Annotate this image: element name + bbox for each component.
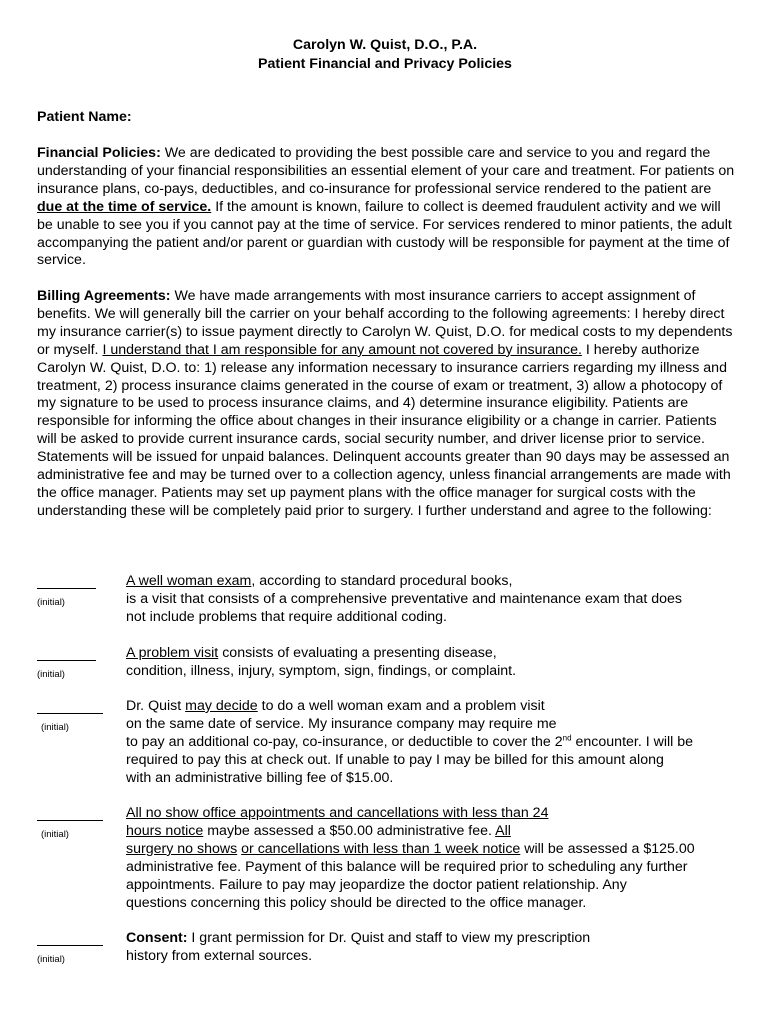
hours-notice-term: hours notice [126,822,204,839]
same-date-line-3b: encounter. I will be [571,733,694,750]
initial-line-problem-visit[interactable] [37,660,96,661]
problem-visit-line-2: condition, illness, injury, symptom, sign, findings, or complaint. [126,662,517,679]
billing-agreements-text: We have made arrangements with most insurance carriers to accept assignment of benefits. We will generally bill the carrier on your behalf according to the following agreements: I hereby direct my insurance carrier(s) to issue payment directly to Carolyn W. Quist, D.O. for medical costs to my dependents or myself. [37,288,733,358]
consent-label: Consent: [126,930,188,946]
may-decide-term: may decide [185,698,258,714]
same-date-line-2: on the same date of service. My insurance company may require me [126,715,557,732]
same-date-line-3: to pay an additional co-pay, co-insurance, or deductible to cover the 2 [126,733,563,750]
same-date-service-item [126,698,736,788]
problem-visit-item [126,645,736,681]
same-date-line-4: required to pay this at check out. If unable to pay I may be billed for this amount along [126,751,664,768]
initial-line-same-date[interactable] [37,713,103,714]
initial-label: (initial) [37,954,65,965]
all-term: All [495,822,511,839]
surgery-no-shows-term: surgery no shows [126,840,238,857]
financial-policies-section [37,145,737,270]
financial-policies-text-2: If the amount is known, failure to collect is deemed fraudulent activity and we will be unable to see you if you cannot pay at the time of service. For services rendered to minor patients, the adult accompanying the patient and/or parent or guardian with custody will be responsible for payment at the time of service. [37,198,732,269]
problem-visit-term: A problem visit [126,645,219,661]
document-title: Patient Financial and Privacy Policies [258,56,512,72]
no-show-line-6: questions concerning this policy should be directed to the office manager. [126,894,587,911]
billing-agreements-section [37,288,737,521]
well-woman-line-3: not include problems that require additional coding. [126,608,447,625]
financial-policies-text: We are dedicated to providing the best possible care and service to you and regard the understanding of your financial responsibilities an essential element of your care and treatment. For patients on insurance plans, co-pays, deductibles, and co-insurance for professional service rendered to the patient are [37,145,735,197]
same-date-line-5: with an administrative billing fee of $15.00. [126,769,394,786]
initial-label: (initial) [41,829,69,840]
well-woman-line-2: is a visit that consists of a comprehensive preventative and maintenance exam that does [126,590,682,607]
initial-label: (initial) [37,597,65,608]
practice-name: Carolyn W. Quist, D.O., P.A. [292,37,478,53]
initial-line-well-woman[interactable] [37,588,96,589]
no-show-fee-text: maybe assessed a $50.00 administrative fee. [203,822,496,839]
well-woman-exam-item [126,573,736,627]
patient-name-row [37,109,737,127]
ordinal-suffix: nd [562,733,572,743]
due-at-time-of-service: due at the time of service. [37,198,212,215]
well-woman-text: , according to standard procedural books, [251,573,513,589]
no-show-policy-item [126,805,736,912]
no-show-line-5: appointments. Failure to pay may jeopardize the doctor patient relationship. Any [126,876,627,893]
financial-policies-label: Financial Policies: [37,145,161,161]
consent-line-2: history from external sources. [126,947,313,964]
same-date-text: Dr. Quist [126,698,186,714]
well-woman-exam-term: A well woman exam [126,573,252,589]
same-date-text-2: to do a well woman exam and a problem visit [257,698,545,714]
problem-visit-text: consists of evaluating a presenting disease, [218,645,497,661]
initial-line-no-show[interactable] [37,820,103,821]
initial-label: (initial) [37,669,65,680]
initial-line-consent[interactable] [37,945,103,946]
consent-text: I grant permission for Dr. Quist and staff to view my prescription [187,930,591,946]
no-show-line-4: administrative fee. Payment of this balance will be required prior to scheduling any further [126,858,688,875]
patient-name-label: Patient Name: [37,109,132,125]
cancellation-notice-term: or cancellations with less than 1 week notice [241,840,521,857]
no-show-line-1: All no show office appointments and cancellations with less than 24 [126,805,549,821]
responsibility-statement: I understand that I am responsible for any amount not covered by insurance. [102,341,582,358]
consent-item [126,930,736,966]
billing-agreements-text-2: I hereby authorize Carolyn W. Quist, D.O. to: 1) release any information necessary to insurance carriers regarding my illness and treatment, 2) process insurance claims generated in the course of exam or treatment, 3) allow a photocopy of my signature to be used to process insurance claims, and 4) determine insurance eligibility. Patients are responsible for informing the office about changes in their insurance eligibility or a change in carrier. Patients will be asked to provide current insurance cards, social security number, and driver license prior to service. Statements will be issued for unpaid balances. Delinquent accounts greater than 90 days may be assessed an administrative fee and may be turned over to a collection agency, unless financial arrangements are made with the office manager. Patients may set up payment plans with the office manager for surgical costs with the understanding these will be completely paid prior to surgery. I further understand and agree to the following: [37,341,731,519]
billing-agreements-label: Billing Agreements: [37,288,171,304]
initial-label: (initial) [41,722,69,733]
document-header [0,36,770,74]
surgery-fee-text: will be assessed a $125.00 [520,840,695,857]
